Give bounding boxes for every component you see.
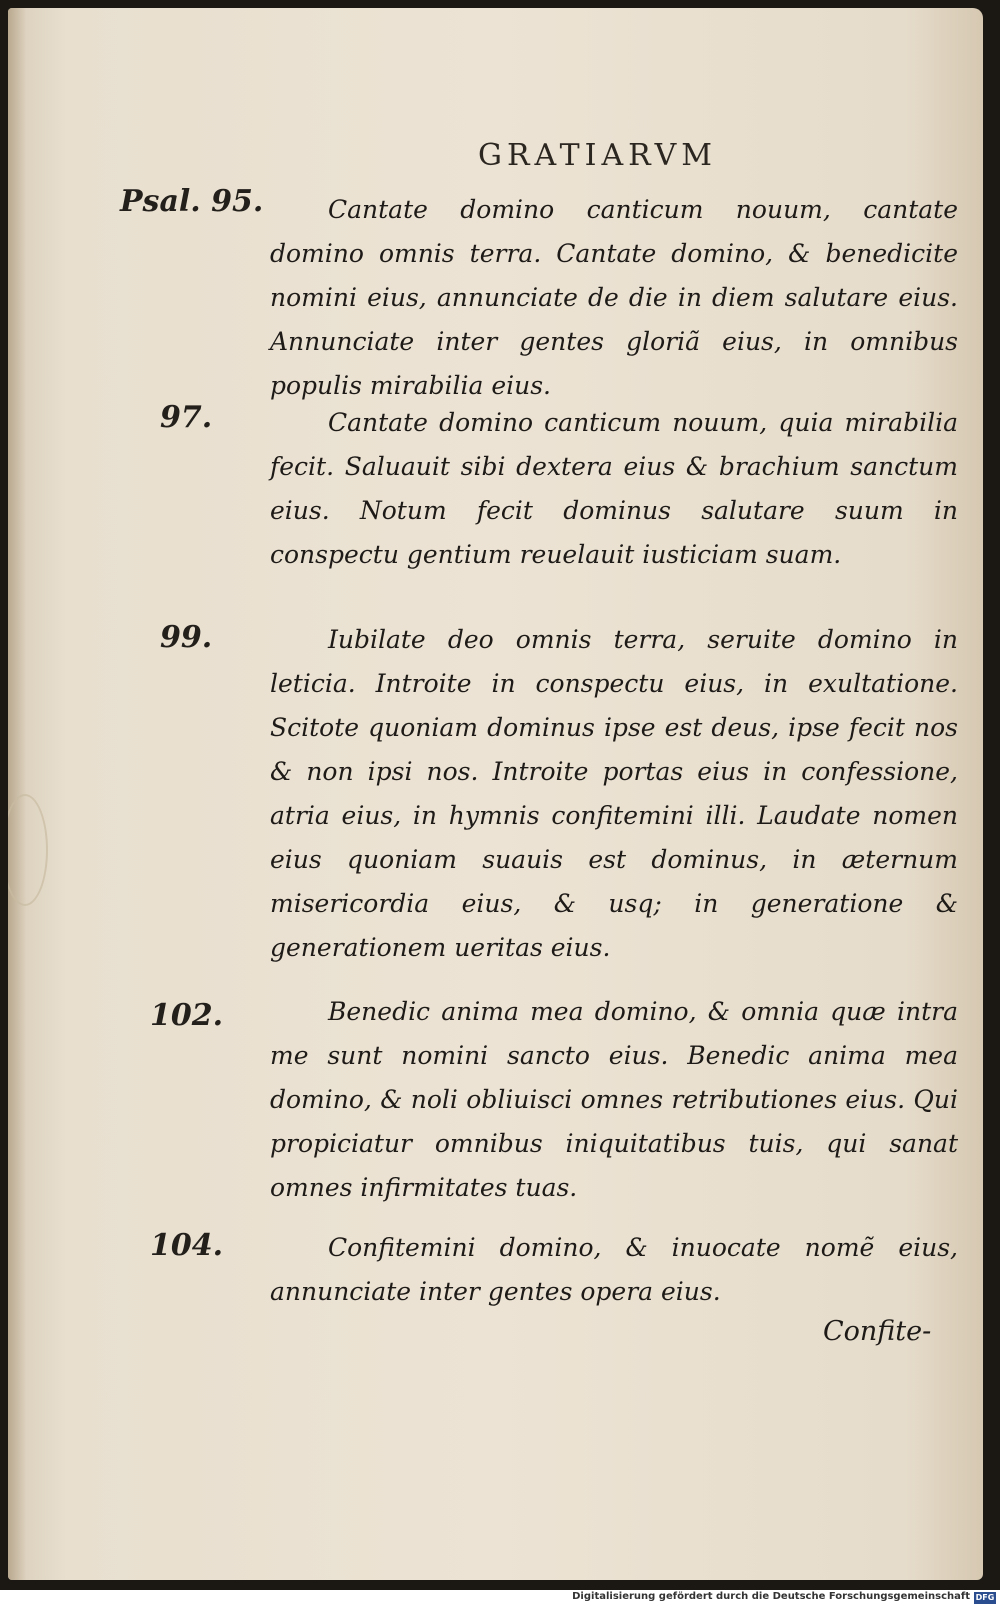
psalm-paragraph-4: Benedic anima mea domino, & omnia quæ intra me sunt nomini sancto eius. Benedic anima mea domino, & noli obliuisci omnes retributiones eius. Qui propiciatur omnibus iniquitatibus tuis, qui sanat omnes infirmitates tuas.	[270, 997, 958, 1202]
running-header: GRATIARVM	[478, 138, 718, 173]
margin-reference-5: 104.	[150, 1228, 224, 1263]
margin-reference-1: Psal. 95.	[120, 184, 264, 219]
book-page	[8, 8, 983, 1580]
psalm-paragraph-3: Iubilate deo omnis terra, seruite domino in leticia. Introite in conspectu eius, in exultatione. Scitote quoniam dominus ipse est deus, ipse fecit nos & non ipsi nos. Introite portas eius in confessione, atria eius, in hymnis confitemini illi. Laudate nomen eius quoniam suauis est dominus, in æternum misericordia eius, & usq; in generatione & generationem ueritas eius.	[270, 625, 958, 962]
dfg-logo: DFG	[975, 1593, 995, 1602]
psalm-paragraph-1: Cantate domino canticum nouum, cantate domino omnis terra. Cantate domino, & benedicite nomini eius, annunciate de die in diem salutare eius. Annunciate inter gentes gloriã eius, in omnibus populis mirabilia eius.	[270, 195, 958, 400]
margin-reference-3: 99.	[160, 620, 213, 655]
footer-bar	[0, 1590, 1000, 1607]
margin-reference-4: 102.	[150, 998, 224, 1033]
psalm-paragraph-5: Confitemini domino, & inuocate nomẽ eius, annunciate inter gentes opera eius.	[270, 1233, 958, 1306]
psalm-paragraph-2: Cantate domino canticum nouum, quia mirabilia fecit. Saluauit sibi dextera eius & brachium sanctum eius. Notum fecit dominus salutare suum in conspectu gentium reuelauit iusticiam suam.	[270, 408, 958, 569]
funding-credit: Digitalisierung gefördert durch die Deutsche Forschungsgemeinschaft	[572, 1591, 970, 1602]
paper-fold-mark	[8, 794, 48, 906]
margin-reference-2: 97.	[160, 400, 213, 435]
catchword: Confite-	[823, 1316, 932, 1347]
